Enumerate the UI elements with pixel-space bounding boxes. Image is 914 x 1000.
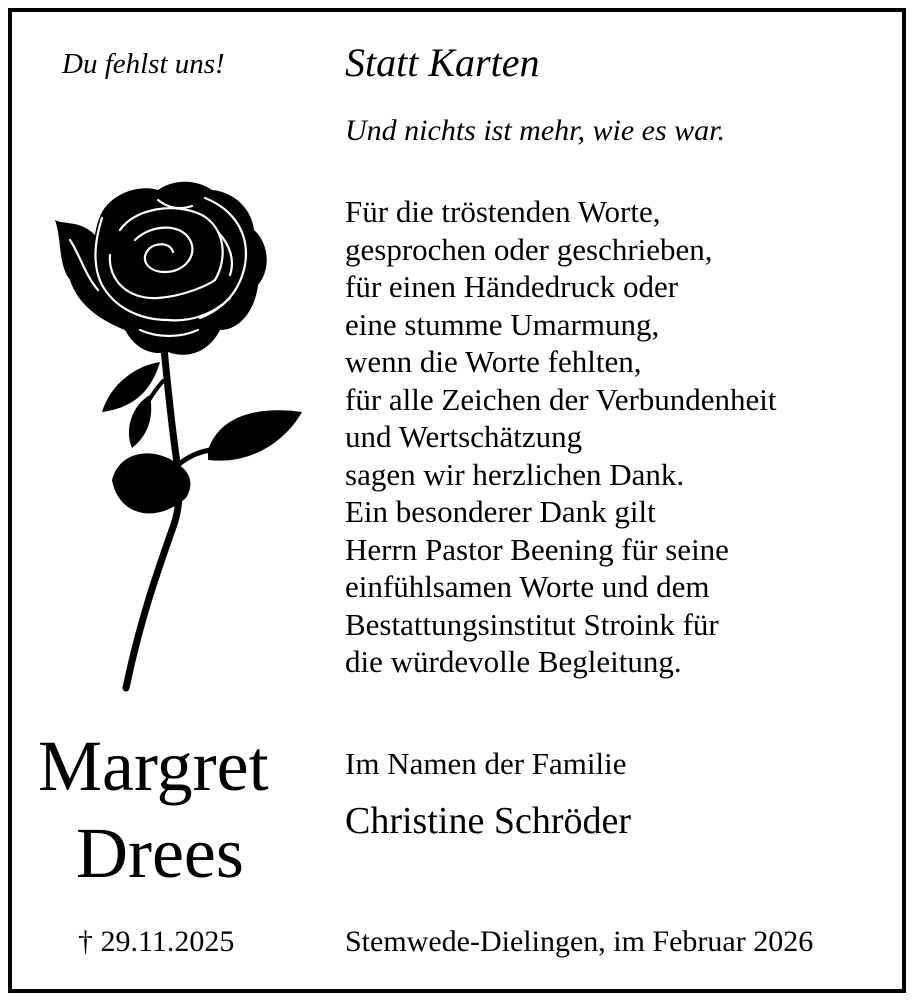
deceased-last-name: Drees <box>76 813 244 893</box>
body-line: einfühlsamen Worte und dem <box>345 569 710 604</box>
body-line: sagen wir herzlichen Dank. <box>345 456 685 492</box>
death-date: † 29.11.2025 <box>78 925 235 958</box>
body-line: für einen Händedruck oder <box>345 269 679 304</box>
family-intro: Im Namen der Familie <box>345 746 627 781</box>
body-line: gesprochen oder geschrieben, <box>345 231 713 267</box>
rose-icon <box>40 180 320 700</box>
deceased-first-name: Margret <box>38 726 269 806</box>
heading: Statt Karten <box>345 40 540 85</box>
body-line: und Wertschätzung <box>345 419 583 454</box>
subheading: Und nichts ist mehr, wie es war. <box>345 114 726 147</box>
body-line: eine stumme Umarmung, <box>345 306 660 342</box>
motto: Du fehlst uns! <box>62 48 225 80</box>
body-line: Ein besonderer Dank gilt <box>345 494 656 529</box>
body-line: für alle Zeichen der Verbundenheit <box>345 381 777 417</box>
place-and-date: Stemwede-Dielingen, im Februar 2026 <box>345 925 814 958</box>
body-line: Herrn Pastor Beening für seine <box>345 531 729 567</box>
thank-you-text <box>345 196 777 684</box>
body-line: Für die tröstenden Worte, <box>345 194 661 229</box>
body-line: wenn die Worte fehlten, <box>345 344 642 379</box>
signer-name: Christine Schröder <box>345 800 632 842</box>
body-line: die würdevolle Begleitung. <box>345 644 682 679</box>
body-line: Bestattungsinstitut Stroink für <box>345 606 719 642</box>
